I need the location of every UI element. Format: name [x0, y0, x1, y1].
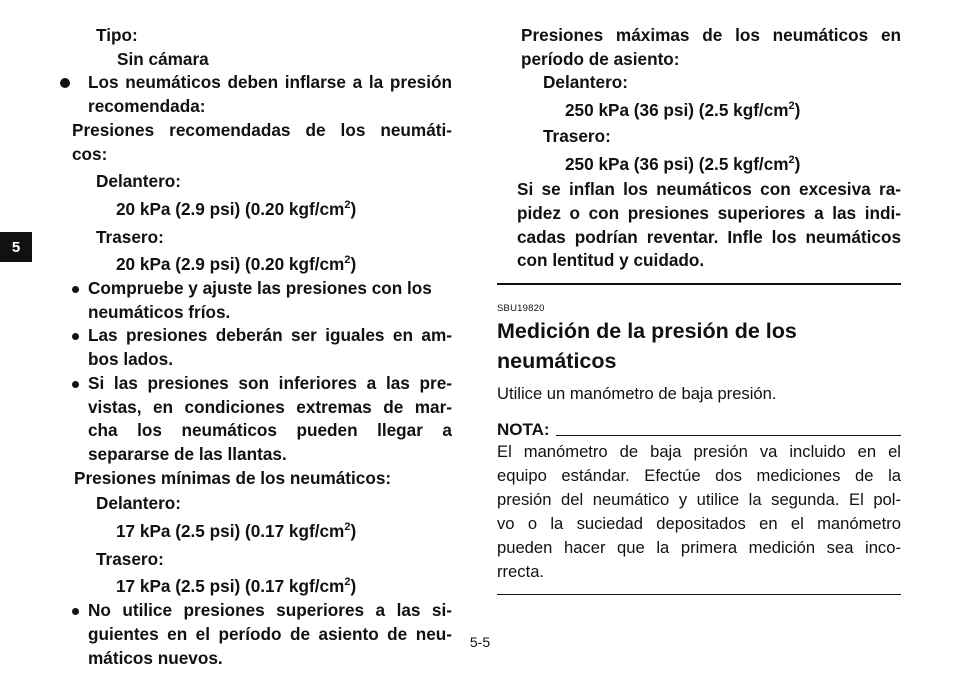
rear-value: 20 kPa (2.9 psi) (0.20 kgf/$cm^2$) [116, 254, 357, 275]
tipo-label: Tipo: [96, 25, 138, 45]
bullet-icon [72, 286, 79, 293]
text-line: pidez o con presiones superiores a las indi- [517, 202, 901, 223]
text-line: El manómetro de baja presión va incluido en el [497, 442, 901, 462]
bullet-icon [72, 381, 79, 388]
text-line: Las presiones deberán ser iguales en am- [88, 325, 452, 346]
bullet-icon [72, 608, 79, 615]
bullet-inflate [60, 71, 452, 118]
text-line: presión del neumático y utilice la segunda. El pol- [497, 490, 901, 510]
rear-label: Trasero: [96, 548, 164, 569]
text-line: período de asiento: [521, 48, 680, 69]
minimum-pressures [60, 467, 452, 600]
bullet-cold-tires [60, 277, 452, 324]
text-line: vistas, en condiciones extremas de mar- [88, 396, 452, 417]
rear-value: 17 kPa (2.5 psi) (0.17 kgf/$cm^2$) [116, 576, 357, 597]
warning-text [497, 178, 901, 273]
text-line: guientes en el período de asiento de neu- [88, 623, 452, 644]
front-label: Delantero: [96, 493, 181, 514]
text-line: pueden hacer que la primera medición sea inco- [497, 538, 901, 558]
divider [497, 283, 901, 285]
text-line: separarse de las llantas. [88, 443, 287, 464]
min-title: Presiones mínimas de los neumáticos: [74, 467, 392, 488]
text-line: cha los neumáticos pueden llegar a [88, 420, 452, 441]
text-line: Si se inflan los neumáticos con excesiva ra- [517, 179, 901, 200]
bullet-icon [72, 333, 79, 340]
tipo-value: Sin cámara [117, 48, 209, 69]
heading-line: neumáticos [497, 349, 617, 374]
front-value: 17 kPa (2.5 psi) (0.17 kgf/$cm^2$) [116, 521, 357, 542]
page-number: 5-5 [469, 634, 491, 650]
text-line: Si las presiones son inferiores a las pre- [88, 372, 452, 393]
intro-text: Utilice un manómetro de baja presión. [497, 384, 777, 404]
text-line: Los neumáticos deben inflarse a la presión [88, 72, 452, 93]
nota-rule [556, 435, 901, 436]
text-line: Compruebe y ajuste las presiones con los [88, 278, 432, 299]
front-label: Delantero: [96, 171, 181, 192]
rear-label: Trasero: [96, 226, 164, 247]
maximum-pressures [497, 24, 901, 176]
text-line: vo o la suciedad depositados en el manómetro [497, 514, 901, 534]
nota-header [497, 420, 901, 440]
text-line: recomendada: [88, 96, 206, 117]
left-column [60, 24, 452, 670]
text-line: cadas podrían reventar. Infle los neumáticos [517, 226, 901, 247]
front-value: 20 kPa (2.9 psi) (0.20 kgf/$cm^2$) [116, 198, 357, 219]
front-value: 250 kPa (36 psi) (2.5 kgf/$cm^2$) [565, 100, 801, 121]
right-column [497, 24, 901, 595]
text-line: bos lados. [88, 349, 173, 370]
heading-line: Medición de la presión de los [497, 319, 797, 344]
front-label: Delantero: [543, 72, 628, 93]
text-line: cos: [72, 143, 108, 164]
nota-text [497, 440, 901, 584]
bullet-low-pressure [60, 372, 452, 467]
text-line: equipo estándar. Efectúe dos mediciones de la [497, 466, 901, 486]
nota-label: NOTA: [497, 420, 550, 440]
bullet-icon [60, 78, 70, 88]
recommended-pressures [60, 119, 452, 277]
text-line: No utilice presiones superiores a las si- [88, 600, 452, 621]
text-line: Presiones máximas de los neumáticos en [521, 25, 901, 45]
section-heading [497, 316, 901, 376]
nota-end-rule [497, 594, 901, 595]
text-line: neumáticos fríos. [88, 301, 231, 322]
text-line: máticos nuevos. [88, 647, 223, 668]
rear-label: Trasero: [543, 125, 611, 146]
rear-value: 250 kPa (36 psi) (2.5 kgf/$cm^2$) [565, 153, 801, 174]
section-code: SBU19820 [497, 303, 545, 315]
text-line: rrecta. [497, 562, 545, 582]
bullet-equal-pressure [60, 324, 452, 371]
text-line: con lentitud y cuidado. [517, 250, 705, 271]
text-line: Presiones recomendadas de los neumáti- [72, 119, 452, 140]
chapter-tab: 5 [0, 232, 32, 262]
